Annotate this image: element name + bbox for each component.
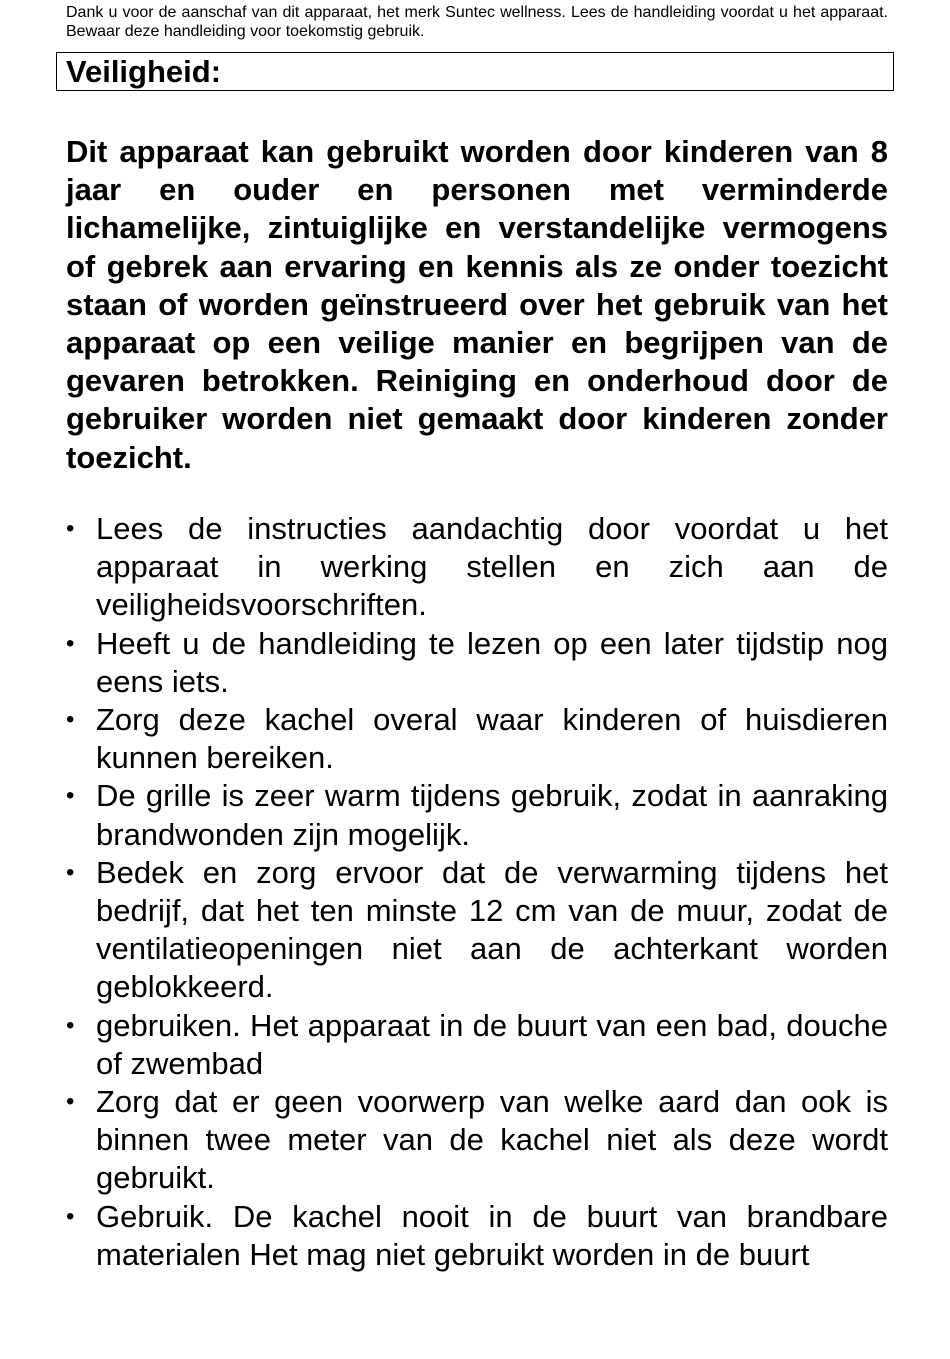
safety-instructions-list <box>66 510 888 1274</box>
intro-text: Dank u voor de aanschaf van dit apparaat, het merk Suntec wellness. Lees de handleiding voordat u het apparaat. Bewaar deze handleiding voor toekomstig gebruik. <box>66 4 888 40</box>
bullet-icon: • <box>66 782 75 810</box>
list-item <box>66 625 888 701</box>
section-header-box <box>56 52 894 91</box>
list-item <box>66 777 888 853</box>
bullet-icon: • <box>66 1202 75 1230</box>
list-item-text: Heeft u de handleiding te lezen op een later tijdstip nog eens iets. <box>96 625 888 699</box>
safety-warning-paragraph: Dit apparaat kan gebruikt worden door kinderen van 8 jaar en ouder en personen met verminderde lichamelijke, zintuiglijke en verstandelijke vermogens of gebrek aan ervaring en kennis als ze onder toezicht staan of worden geïnstrueerd over het gebruik van het apparaat op een veilige manier en begrijpen van de gevaren betrokken. Reiniging en onderhoud door de gebruiker worden niet gemaakt door kinderen zonder toezicht. <box>66 134 888 475</box>
list-item-text: Gebruik. De kachel nooit in de buurt van brandbare materialen Het mag niet gebruikt worden in de buurt <box>96 1198 888 1272</box>
bullet-icon: • <box>66 706 75 734</box>
list-item-text: De grille is zeer warm tijdens gebruik, zodat in aanraking brandwonden zijn mogelijk. <box>96 778 888 852</box>
list-item <box>66 1083 888 1198</box>
list-item-text: Zorg dat er geen voorwerp van welke aard dan ook is binnen twee meter van de kachel niet als deze wordt gebruikt. <box>96 1084 888 1196</box>
bullet-icon: • <box>66 1088 75 1116</box>
bullet-icon: • <box>66 1011 75 1039</box>
section-title: Veiligheid: <box>66 54 222 89</box>
list-item <box>66 510 888 625</box>
bullet-icon: • <box>66 629 75 657</box>
list-item-text: Bedek en zorg ervoor dat de verwarming tijdens het bedrijf, dat het ten minste 12 cm van de muur, zodat de ventilatieopeningen niet aan de achterkant worden geblokkeerd. <box>96 854 888 1005</box>
list-item <box>66 854 888 1007</box>
list-item-text: gebruiken. Het apparaat in de buurt van een bad, douche of zwembad <box>96 1007 888 1081</box>
list-item <box>66 1007 888 1083</box>
bullet-icon: • <box>66 515 75 542</box>
list-item-text: Lees de instructies aandachtig door voordat u het apparaat in werking stellen en zich aan de veiligheidsvoorschriften. <box>96 511 888 623</box>
list-item-text: Zorg deze kachel overal waar kinderen of huisdieren kunnen bereiken. <box>96 702 888 776</box>
list-item <box>66 701 888 777</box>
list-item <box>66 1198 888 1274</box>
bullet-icon: • <box>66 858 75 886</box>
